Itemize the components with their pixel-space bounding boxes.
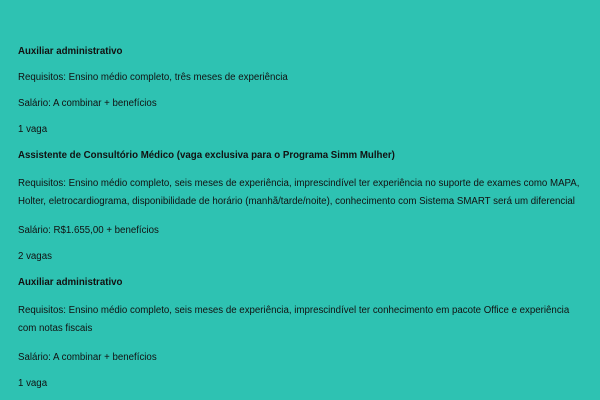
job-listing xyxy=(18,149,582,263)
job-requirements: Requisitos: Ensino médio completo, três meses de experiência xyxy=(18,72,288,83)
job-openings: 1 vaga xyxy=(18,124,48,135)
job-requirements: Requisitos: Ensino médio completo, seis meses de experiência, imprescindível ter experiência no suporte de exames como MAPA, Holter, eletrocardiograma, disponibilidade de horário (manhã/tarde/noite), conhecimento com Sistema SMART será um diferencial xyxy=(18,178,580,207)
job-title: Auxiliar administrativo xyxy=(18,46,123,57)
job-listing xyxy=(18,276,582,390)
job-salary: Salário: A combinar + benefícios xyxy=(18,98,157,109)
job-salary: Salário: R$1.655,00 + benefícios xyxy=(18,225,159,236)
job-title: Assistente de Consultório Médico (vaga exclusiva para o Programa Simm Mulher) xyxy=(18,150,395,161)
job-title: Auxiliar administrativo xyxy=(18,277,123,288)
job-salary: Salário: A combinar + benefícios xyxy=(18,352,157,363)
job-listing xyxy=(18,45,582,136)
job-requirements: Requisitos: Ensino médio completo, seis meses de experiência, imprescindível ter conhecimento em pacote Office e experiência com notas fiscais xyxy=(18,305,570,334)
job-openings: 2 vagas xyxy=(18,251,52,262)
job-openings: 1 vaga xyxy=(18,378,48,389)
